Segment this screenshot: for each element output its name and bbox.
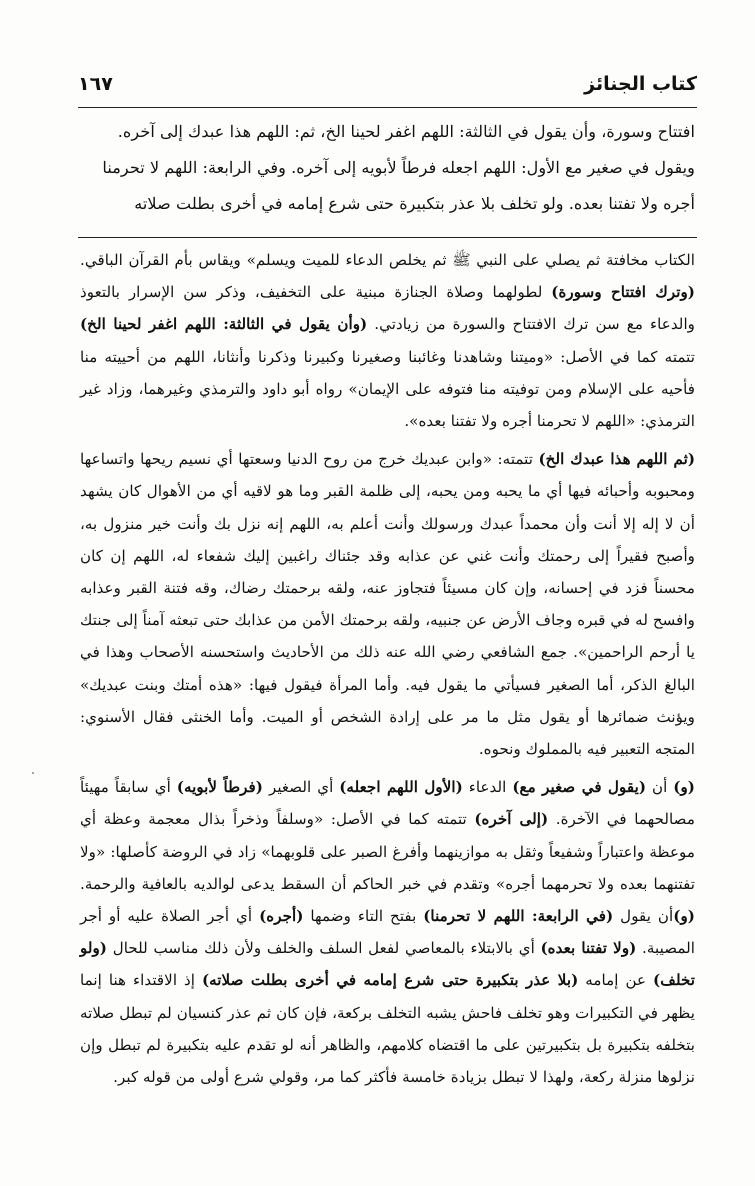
commentary (80, 244, 695, 1093)
quoted-matn-phrase: (أجره) (259, 907, 304, 926)
commentary-text: تتمته كما في الأصل: «وميتنا وشاهدنا وغائبنا وصغيرنا وكبيرنا وذكرنا وأنثانا، اللهم من أحييته منا فأحيه على الإسلام ومن توفيته منا فتوفه على الإيمان» رواه أبو داود والترمذي وغيرهما، وزاد غير الترمذي: «اللهم لا تحرمنا أجره ولا تفتنا بعده». (80, 347, 695, 431)
quoted-matn-phrase: (و) (673, 778, 695, 797)
commentary-paragraph (80, 244, 695, 437)
commentary-text: عن إمامه (578, 971, 654, 990)
quoted-matn-phrase: (ولو تخلف) (80, 939, 695, 990)
main-text-line: ويقول في صغير مع الأول: اللهم اجعله فرطاً لأبويه إلى آخره. وفي الرابعة: اللهم لا تحرمنا (102, 158, 695, 177)
quoted-matn-phrase: (الأول اللهم اجعله) (339, 778, 463, 797)
book-title: كتاب الجنائز (584, 73, 697, 95)
commentary-text: الدعاء (462, 778, 513, 797)
quoted-matn-phrase: (فرطاً لأبويه) (176, 778, 263, 797)
commentary-text: أي الصغير (263, 778, 340, 797)
quoted-matn-phrase: (وأن يقول في الثالثة: اللهم اغفر لحينا الخ) (80, 315, 368, 334)
quoted-matn-phrase: (ولا تفتنا بعده) (540, 939, 637, 958)
commentary-text: تتمته: «وابن عبديك خرج من روح الدنيا وسعتها أي نسيم ريحها واتساعها ومحبوبه وأحبائه فيها أي ما يحبه ومن يحبه، إلى ظلمة القبر وما هو لاقيه أي من الأهوال كان يشهد أن لا إله إلا أنت وأن محمداً عبدك ورسولك وأنت أعلم به، اللهم إنه نزل بك وأنت خير منزول به، وأصبح فقيراً إلى رحمتك وأنت غني عن عذابه وقد جئناك راغبين إليك شفعاء له، اللهم إن كان محسناً فزد في إحسانه، وإن كان مسيئاً فتجاوز عنه، ولقه برحمتك رضاك، وقه فتنة القبر وعذابه وافسح له في قبره وجاف الأرض عن جنبيه، ولقه برحمتك الأمن من عذابك حتى تبعثه آمناً إلى جنتك يا أرحم الراحمين». جمع الشافعي رضي الله عنه ذلك من الأحاديث واستحسنه الأصحاب وهذا في البالغ الذكر، أما الصغير فسيأتي ما يقول فيه. وأما المرأة فيقول فيها: «هذه أمتك وبنت عبديك» ويؤنث ضمائرها أو يقول مثل ما مر على إرادة الشخص أو الميت. وأما الخنثى فقال الأسنوي: المتجه التعبير فيه بالمملوك ونحوه. (80, 450, 695, 759)
commentary-text: الكتاب مخافتة ثم يصلي على النبي ﷺ ثم يخلص الدعاء للميت ويسلم» ويقاس بأم القرآن الباقي. (80, 251, 695, 269)
commentary-text: بفتح التاء وضمها (303, 907, 424, 926)
quoted-matn-phrase: (يقول في صغير مع) (512, 778, 647, 797)
commentary-paragraph (80, 443, 695, 765)
scan-speck (32, 772, 34, 774)
commentary-text: لطولهما وصلاة الجنازة مبنية على التخفيف، وذكر سن الإسرار بالتعوذ والدعاء مع سن ترك الافتتاح والسورة من زيادتي. (80, 283, 695, 334)
commentary-text: أن يقول (613, 907, 674, 926)
main-text-line: افتتاح وسورة، وأن يقول في الثالثة: اللهم اغفر لحينا الخ، ثم: اللهم هذا عبدك إلى آخره. (117, 122, 695, 141)
page-header (78, 68, 697, 100)
commentary-text: أي سابقاً مهيئاً مصالحهما في الآخرة. (80, 778, 695, 829)
quoted-matn-phrase: (و) (673, 907, 695, 926)
main-text (80, 114, 695, 222)
quoted-matn-phrase: (بلا عذر بتكبيرة حتى شرع إمامه في أخرى بطلت صلاته) (201, 971, 579, 990)
quoted-matn-phrase: (وترك افتتاح وسورة) (551, 283, 695, 302)
quoted-matn-phrase: (في الرابعة: اللهم لا تحرمنا) (423, 907, 614, 926)
commentary-text: أن (646, 778, 674, 797)
header-divider (78, 107, 697, 108)
commentary-text: إذ الاقتداء هنا إنما يظهر في التكبيرات وهو تخلف فاحش يشبه التخلف بركعة، فإن كان ثم عذر كنسيان لم تبطل صلاته بتخلفه بتكبيرة بل بتكبيرتين على ما اقتضاه كلامهم، والظاهر أنه لو تقدم عليه بتكبيرة لم تبطل وإن نزلوها منزلة ركعة، ولهذا لا تبطل بزيادة خامسة فأكثر كما مر، وقولي شرع أولى من قوله كبر. (80, 971, 695, 1087)
commentary-paragraph (80, 771, 695, 1093)
quoted-matn-phrase: (إلى آخره) (474, 810, 549, 829)
commentary-text: أي بالابتلاء بالمعاصي لفعل السلف والخلف ولأن ذلك مناسب للحال (107, 939, 541, 958)
main-text-line: أجره ولا تفتنا بعده. ولو تخلف بلا عذر بتكبيرة حتى شرع إمامه في أخرى بطلت صلاته (134, 194, 695, 213)
commentary-divider (78, 237, 697, 238)
page-number: ١٦٧ (78, 73, 113, 95)
commentary-text: أي أجر الصلاة عليه أو أجر المصيبة. (80, 907, 695, 958)
commentary-text: تتمته كما في الأصل: «وسلفاً وذخراً بذال معجمة وعظة أي موعظة واعتباراً وشفيعاً وثقل به موازينهما وأفرغ الصبر على قلوبهما» زاد في الروضة كأصلها: «ولا تفتنهما بعده ولا تحرمهما أجره» وتقدم في خبر الحاكم أن السقط يدعى لوالديه بالعافية والرحمة. (80, 810, 695, 893)
quoted-matn-phrase: (ثم اللهم هذا عبدك الخ) (538, 450, 696, 469)
